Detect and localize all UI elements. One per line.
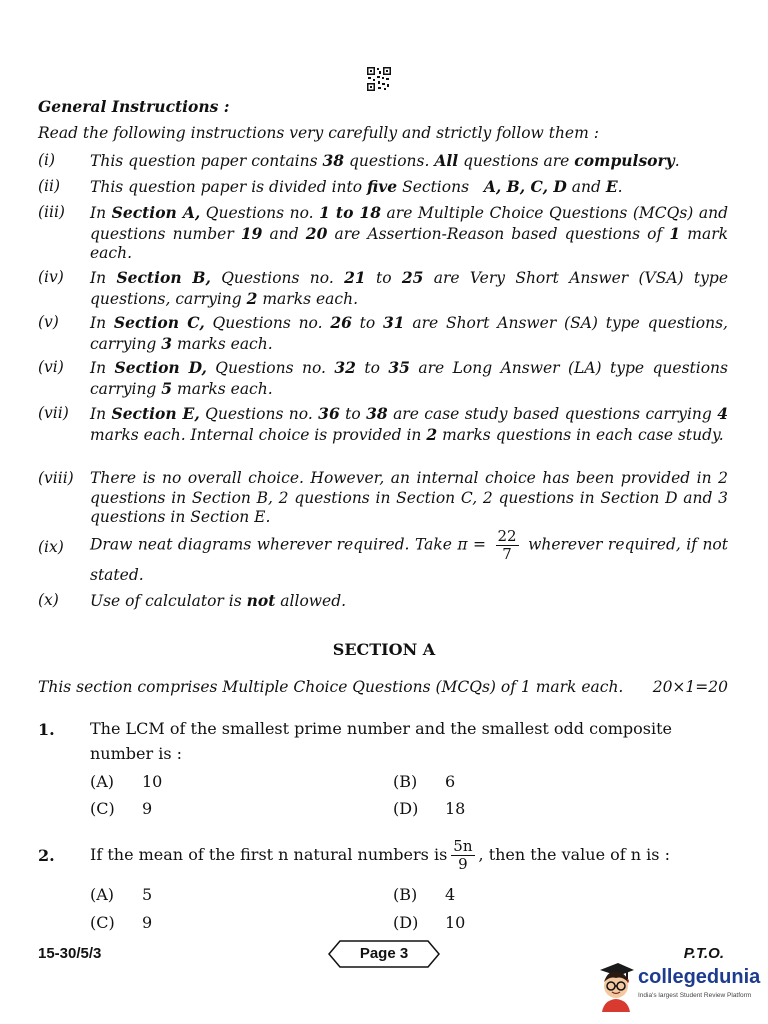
instruction-item [38, 358, 728, 399]
instruction-text: This question paper is divided into five Sections A, B, C, D and E. [90, 177, 623, 196]
instruction-text: There is no overall choice. However, an internal choice has been provided in 2 questions in Section B, 2 questions in Section C, 2 questions in Section D and 3 questions in Section E. [90, 469, 728, 526]
pi-fraction: $\frac{22}{7}$ [497, 527, 517, 563]
qr-code-icon [366, 66, 392, 92]
instruction-item [38, 591, 728, 612]
instruction-number: (vi) [38, 358, 64, 376]
section-title: SECTION A [332, 640, 436, 659]
option-c[interactable]: (C) 9 [90, 799, 153, 818]
question-number: 1. [38, 720, 55, 739]
instruction-item [38, 469, 728, 528]
instruction-number: (v) [38, 313, 59, 331]
mean-fraction: $\frac{5n}{9}$ [453, 837, 473, 873]
instruction-item [38, 151, 728, 172]
page-number: Page 3 [359, 945, 409, 962]
instruction-text: In Section A, Questions no. 1 to 18 are Multiple Choice Questions (MCQs) and questions number 19 and 20 are Assertion-Reason based questions of 1 mark each. [90, 203, 729, 262]
instruction-text: In Section B, Questions no. 21 to 25 are Very Short Answer (VSA) type questions, carrying 2 marks each. [90, 268, 729, 308]
instruction-number: (vii) [38, 404, 69, 422]
option-b[interactable]: (B) 6 [393, 772, 456, 791]
instruction-item [38, 404, 728, 445]
instruction-item [38, 528, 728, 587]
brand-name: collegedunia [638, 966, 761, 988]
option-b[interactable]: (B) 4 [393, 885, 456, 904]
instruction-text: In Section D, Questions no. 32 to 35 are Long Answer (LA) type questions carrying 5 marks each. [90, 358, 728, 398]
general-instructions-title: General Instructions : [38, 97, 230, 116]
page-number-badge [328, 940, 440, 968]
paper-code: 15-30/5/3 [38, 945, 102, 962]
instruction-number: (ii) [38, 177, 61, 195]
instruction-text: In Section C, Questions no. 26 to 31 are Short Answer (SA) type questions, carrying 3 marks each. [90, 313, 728, 353]
instruction-text: This question paper contains 38 questions. All questions are compulsory. [90, 151, 680, 170]
instruction-text: In Section E, Questions no. 36 to 38 are case study based questions carrying 4 marks each. Internal choice is provided in 2 marks questions in each case study. [90, 404, 728, 444]
instruction-number: (i) [38, 151, 56, 169]
instruction-text: Use of calculator is not allowed. [90, 591, 347, 610]
please-turn-over: P.T.O. [683, 945, 724, 962]
instruction-number: (x) [38, 591, 59, 609]
option-d[interactable]: (D) 18 [393, 799, 466, 818]
student-mascot-icon [596, 960, 636, 1012]
general-instructions-intro: Read the following instructions very carefully and strictly follow them : [38, 124, 599, 142]
section-marks: 20×1=20 [652, 678, 728, 696]
question-text: The LCM of the smallest prime number and the smallest odd composite number is : [90, 719, 672, 763]
instruction-text: Draw neat diagrams wherever required. Take π = $\frac{22}{7}$ wherever required, if not stated. [90, 527, 728, 584]
instruction-item [38, 313, 728, 354]
instruction-number: (iv) [38, 268, 64, 286]
option-a[interactable]: (A) 10 [90, 772, 163, 791]
instruction-item [38, 268, 728, 309]
instruction-number: (ix) [38, 538, 64, 556]
question-text: If the mean of the first n natural numbers is $\frac{5n}{9}$ , then the value of n is : [90, 837, 670, 873]
collegedunia-watermark [596, 960, 761, 1016]
instruction-number: (iii) [38, 203, 65, 221]
section-description: This section comprises Multiple Choice Questions (MCQs) of 1 mark each. [38, 678, 624, 696]
option-a[interactable]: (A) 5 [90, 885, 153, 904]
instruction-item [38, 177, 728, 198]
instruction-item [38, 203, 728, 264]
brand-tagline: India's largest Student Review Platform [638, 992, 752, 999]
question-number: 2. [38, 846, 55, 865]
option-c[interactable]: (C) 9 [90, 913, 153, 932]
instruction-number: (viii) [38, 469, 74, 487]
option-d[interactable]: (D) 10 [393, 913, 466, 932]
